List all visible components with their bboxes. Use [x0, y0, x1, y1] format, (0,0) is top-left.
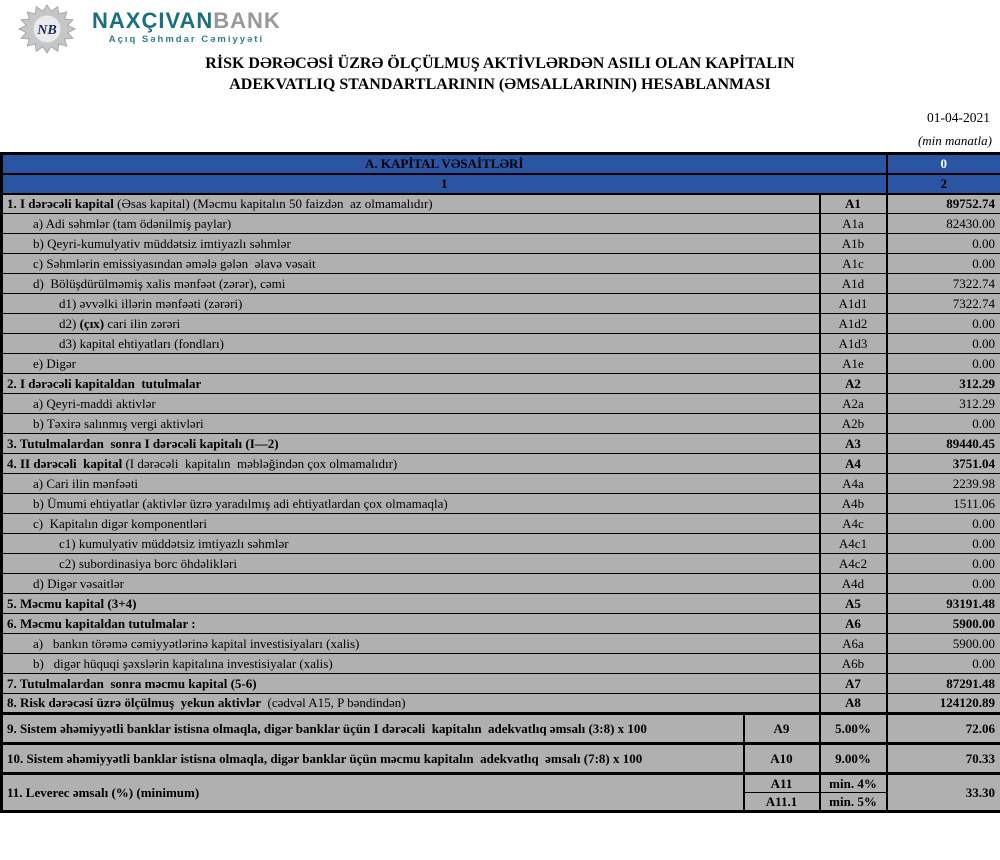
row-value: 93191.48 [887, 594, 1000, 614]
table-row-A1d2 [2, 314, 1000, 334]
description-text: d1) əvvəlki illərin mənfəəti (zərəri) [59, 295, 243, 311]
table-row-A10 [2, 744, 1000, 774]
row-description [2, 374, 820, 394]
description-text: a) Adi səhmlər (tam ödənilmiş paylar) [33, 215, 232, 231]
description-text: a) Qeyri-maddi aktivlər [33, 395, 156, 411]
row-value: 3751.04 [887, 454, 1000, 474]
row-value: 82430.00 [887, 214, 1000, 234]
row-code: A6 [820, 614, 887, 634]
description-text: 5. Məcmu kapital (3+4) [7, 595, 137, 611]
bank-seal-icon [18, 4, 76, 54]
column-number-2: 2 [887, 174, 1000, 194]
description-text: (cədvəl A15, P bəndindən) [264, 695, 406, 710]
description-text: b) Təxirə salınmış vergi aktivləri [33, 415, 204, 431]
description-text: a) bankın törəmə cəmiyyətlərinə kapital investisiyaları (xalis) [33, 635, 360, 651]
row-description [2, 574, 820, 594]
description-text: 8. Risk dərəcəsi üzrə ölçülmuş yekun aktivlər [7, 695, 265, 710]
table-row-A6b [2, 654, 1000, 674]
row-value: 89752.74 [887, 194, 1000, 214]
document-title-line2: ADEKVATLIQ STANDARTLARININ (ƏMSALLARININ) HESABLANMASI [229, 75, 771, 93]
description-text: 2. I dərəcəli kapitaldan tutulmalar [7, 375, 202, 391]
row-value: 0.00 [887, 514, 1000, 534]
row-code: A2b [820, 414, 887, 434]
description-text: (çıx) [79, 315, 105, 331]
row-code: A9 [744, 714, 820, 744]
row-value: 5900.00 [887, 634, 1000, 654]
row-description [2, 234, 820, 254]
row-code: A1d1 [820, 294, 887, 314]
table-row-A4 [2, 454, 1000, 474]
row-value: 0.00 [887, 354, 1000, 374]
row-description [2, 714, 744, 744]
row-value: 0.00 [887, 334, 1000, 354]
description-text: b) Ümumi ehtiyatlar (aktivlər üzrə yaradılmış adi ehtiyatlardan çox olmamaqla) [33, 495, 448, 511]
bank-subtitle: Açıq Səhmdar Cəmiyyəti [108, 34, 265, 45]
row-code: A1a [820, 214, 887, 234]
description-text: d) Digər vəsaitlər [33, 575, 124, 591]
table-row-A1d [2, 274, 1000, 294]
table-row-A7 [2, 674, 1000, 694]
description-text: d) Bölüşdürülməmiş xalis mənfəət (zərər), cəmi [33, 275, 286, 291]
column-header-0: 0 [887, 154, 1000, 174]
column-number-1: 1 [2, 174, 887, 194]
row-description [2, 774, 744, 812]
table-row-A2 [2, 374, 1000, 394]
row-description [2, 554, 820, 574]
table-row-A3 [2, 434, 1000, 454]
description-text: 7. Tutulmalardan sonra məcmu kapital (5-6) [7, 675, 257, 691]
description-text: 10. Sistem əhəmiyyətli banklar istisna olmaqla, digər banklar üçün məcmu kapitalın adekvatlıq əmsalı (7:8) x 100 [7, 750, 643, 766]
description-text: 11. Leverec əmsalı (%) (minimum) [7, 784, 200, 800]
row-code: A2a [820, 394, 887, 414]
section-header-label: A. KAPİTAL VƏSAİTLƏRİ [2, 154, 887, 174]
row-value: 7322.74 [887, 274, 1000, 294]
row-code: A2 [820, 374, 887, 394]
description-text: b) digər hüquqi şəxslərin kapitalına investisiyalar (xalis) [33, 655, 333, 671]
row-description [2, 494, 820, 514]
bank-logo [18, 4, 281, 54]
row-value: 33.30 [887, 774, 1000, 812]
row-code: A1b [820, 234, 887, 254]
row-description [2, 514, 820, 534]
row-description [2, 394, 820, 414]
row-code: A11 [744, 774, 820, 793]
description-text: d3) kapital ehtiyatları (fondları) [59, 335, 224, 351]
row-code: A1e [820, 354, 887, 374]
description-text: 3. Tutulmalardan sonra I dərəcəli kapitalı (I—2) [7, 435, 279, 451]
row-value: 5900.00 [887, 614, 1000, 634]
table-row-A6 [2, 614, 1000, 634]
row-value: 312.29 [887, 374, 1000, 394]
description-text: cari ilin zərəri [104, 315, 181, 331]
row-code: A4a [820, 474, 887, 494]
row-code: A11.1 [744, 793, 820, 812]
table-row-A2b [2, 414, 1000, 434]
table-row-A4a [2, 474, 1000, 494]
row-code: A1d3 [820, 334, 887, 354]
row-code: A4c1 [820, 534, 887, 554]
row-description [2, 314, 820, 334]
row-code: A1c [820, 254, 887, 274]
description-text: (Əsas kapital) (Məcmu kapitalın 50 faizdən az olmamalıdır) [117, 195, 433, 211]
capital-table [0, 152, 1000, 813]
row-description [2, 694, 820, 714]
row-value: 0.00 [887, 654, 1000, 674]
row-description [2, 474, 820, 494]
row-code: A1 [820, 194, 887, 214]
row-code: A4c2 [820, 554, 887, 574]
description-text: c) Kapitalın digər komponentləri [33, 515, 208, 531]
table-row-A1d3 [2, 334, 1000, 354]
table-row-A1 [2, 194, 1000, 214]
row-code: A4b [820, 494, 887, 514]
row-description [2, 194, 820, 214]
row-code: A6a [820, 634, 887, 654]
table-row-A2a [2, 394, 1000, 414]
table-row-A5 [2, 594, 1000, 614]
description-text: 1. I dərəcəli kapital [7, 195, 118, 211]
description-text: 4. II dərəcəli kapital [7, 455, 126, 471]
description-text: c) Səhmlərin emissiyasından əmələ gələn əlavə vəsait [33, 255, 316, 271]
row-value: 0.00 [887, 534, 1000, 554]
bank-name-primary: NAXÇIVAN [92, 8, 214, 33]
row-value: 70.33 [887, 744, 1000, 774]
row-description [2, 334, 820, 354]
bank-name-secondary: BANK [213, 8, 281, 33]
row-description [2, 354, 820, 374]
row-value: 7322.74 [887, 294, 1000, 314]
table-row-A1c [2, 254, 1000, 274]
table-row-A4c1 [2, 534, 1000, 554]
row-description [2, 654, 820, 674]
table-row-A11 [2, 774, 1000, 793]
row-code: A6b [820, 654, 887, 674]
row-value: 1511.06 [887, 494, 1000, 514]
document-title-line1: RİSK DƏRƏCƏSİ ÜZRƏ ÖLÇÜLMUŞ AKTİVLƏRDƏN ASILI OLAN KAPİTALIN [205, 55, 795, 72]
row-description [2, 454, 820, 474]
row-value: 0.00 [887, 234, 1000, 254]
row-code: A4c [820, 514, 887, 534]
description-text: d2) [59, 315, 80, 331]
table-row-A4b [2, 494, 1000, 514]
bank-wordmark [92, 4, 281, 45]
row-minimum: 9.00% [820, 744, 887, 774]
description-text: 6. Məcmu kapitaldan tutulmalar : [7, 615, 196, 631]
row-description [2, 614, 820, 634]
description-text: a) Cari ilin mənfəəti [33, 475, 139, 491]
row-description [2, 534, 820, 554]
description-text: 9. Sistem əhəmiyyətli banklar istisna olmaqla, digər banklar üçün I dərəcəli kapitalın adekvatlıq əmsalı (3:8) x 100 [7, 720, 647, 736]
row-description [2, 414, 820, 434]
row-description [2, 744, 744, 774]
report-date: 01-04-2021 [927, 110, 990, 125]
row-value: 0.00 [887, 554, 1000, 574]
description-text: e) Digər [33, 355, 76, 371]
table-row-A6a [2, 634, 1000, 654]
table-row-A8 [2, 694, 1000, 714]
row-minimum: min. 4% [820, 774, 887, 793]
row-value: 2239.98 [887, 474, 1000, 494]
unit-note: (min manatla) [917, 133, 992, 148]
table-row-A9 [2, 714, 1000, 744]
table-row-A4c [2, 514, 1000, 534]
row-description [2, 254, 820, 274]
row-code: A1d [820, 274, 887, 294]
description-text: (I dərəcəli kapitalın məbləğindən çox olmamalıdır) [125, 455, 398, 471]
row-code: A8 [820, 694, 887, 714]
description-text: c2) subordinasiya borc öhdəlikləri [59, 555, 237, 571]
table-row-A4c2 [2, 554, 1000, 574]
row-code: A4d [820, 574, 887, 594]
row-value: 124120.89 [887, 694, 1000, 714]
row-value: 0.00 [887, 574, 1000, 594]
bank-seal-initials: NB [37, 23, 57, 38]
row-value: 312.29 [887, 394, 1000, 414]
row-code: A5 [820, 594, 887, 614]
row-description [2, 434, 820, 454]
table-number-header-row [2, 174, 1000, 194]
row-value: 0.00 [887, 414, 1000, 434]
description-text: b) Qeyri-kumulyativ müddətsiz imtiyazlı səhmlər [33, 235, 291, 251]
table-row-A4d [2, 574, 1000, 594]
table-row-A1a [2, 214, 1000, 234]
row-value: 0.00 [887, 254, 1000, 274]
table-row-A1e [2, 354, 1000, 374]
description-text: c1) kumulyativ müddətsiz imtiyazlı səhmlər [59, 535, 289, 551]
row-value: 72.06 [887, 714, 1000, 744]
row-description [2, 594, 820, 614]
table-section-header-row [2, 154, 1000, 174]
table-row-A1b [2, 234, 1000, 254]
row-minimum: min. 5% [820, 793, 887, 812]
document-title [0, 54, 1000, 96]
row-code: A4 [820, 454, 887, 474]
row-code: A10 [744, 744, 820, 774]
row-value: 0.00 [887, 314, 1000, 334]
row-code: A3 [820, 434, 887, 454]
row-description [2, 634, 820, 654]
table-row-A1d1 [2, 294, 1000, 314]
row-minimum: 5.00% [820, 714, 887, 744]
row-description [2, 214, 820, 234]
row-value: 89440.45 [887, 434, 1000, 454]
row-description [2, 674, 820, 694]
row-code: A7 [820, 674, 887, 694]
row-description [2, 274, 820, 294]
row-description [2, 294, 820, 314]
row-code: A1d2 [820, 314, 887, 334]
row-value: 87291.48 [887, 674, 1000, 694]
